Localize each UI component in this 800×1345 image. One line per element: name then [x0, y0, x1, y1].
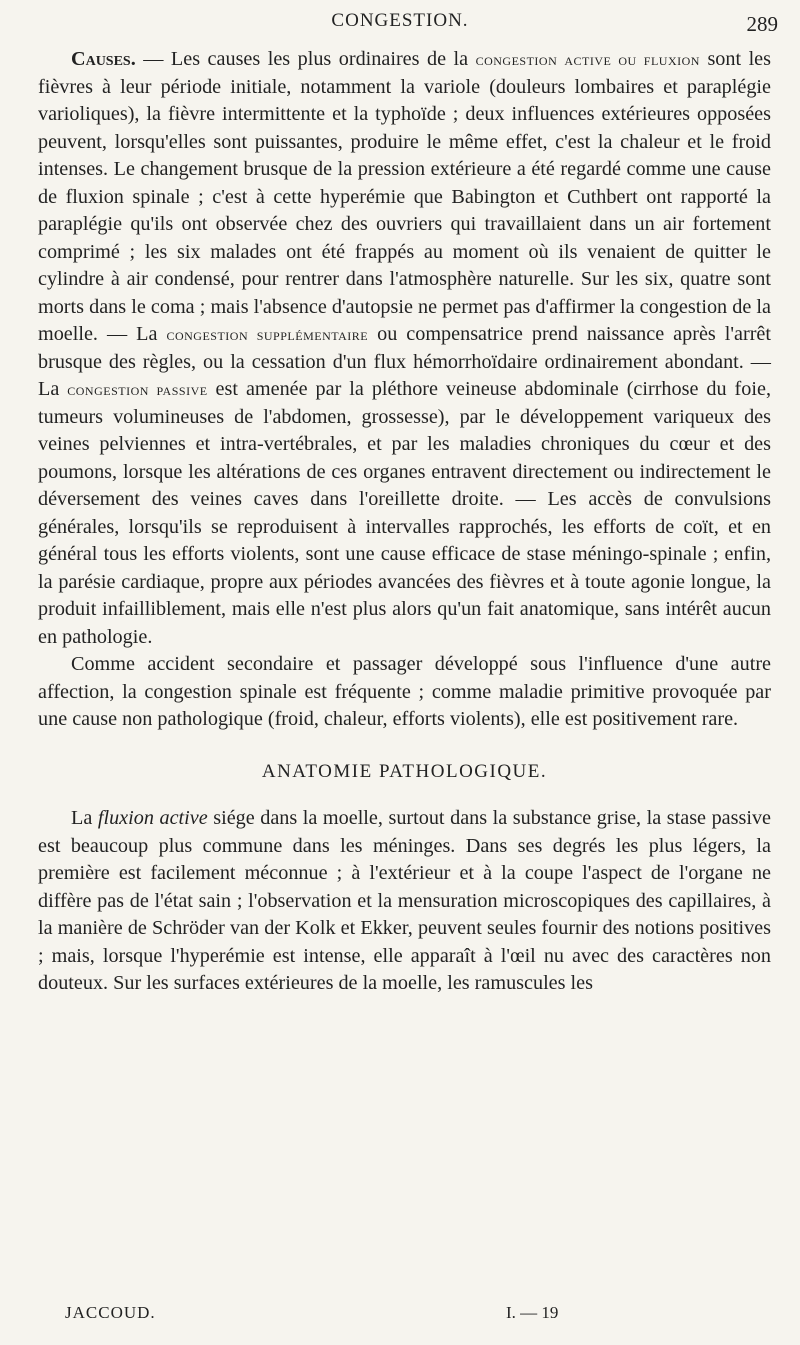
small-caps-term: congestion active ou fluxion [475, 50, 700, 69]
text-segment: est amenée par la pléthore veineuse abdominale (cirrhose du foie, tumeurs volumineuses de l'abdomen, grossesse), par le développement variqueux des veines pelviennes et intra-vertébrales, et par les maladies chroniques du cœur et des poumons, lorsque les altérations de ces organes entravent directement ou indirectement le déversement des veines caves dans l'oreillette droite. — Les accès de convulsions générales, lorsqu'ils se reproduisent à intervalles rapprochés, les efforts de coït, et en général tous les efforts violents, sont une cause efficace de stase méningo-spinale ; enfin, la parésie cardiaque, propre aux périodes avancées des fièvres et à toute agonie longue, la produit infailliblement, mais elle n'est plus alors qu'un fait anatomique, sans intérêt aucun en pathologie. [38, 378, 771, 648]
body-text [38, 46, 771, 998]
page-number: 289 [746, 12, 778, 36]
run-in-heading-causes: Causes. [71, 48, 136, 70]
page-footer [0, 1303, 800, 1327]
footer-signature: I. — 19 [506, 1303, 559, 1322]
paragraph-accident-secondaire: Comme accident secondaire et passager développé sous l'influence d'une autre affection, la congestion spinale est fréquente ; comme maladie primitive provoquée par une cause non pathologique (froid, chaleur, efforts violents), elle est positivement rare. [38, 653, 771, 730]
small-caps-term: congestion passive [67, 380, 208, 399]
paragraph-fluxion-active [38, 805, 771, 998]
text-segment: ou compensatrice prend naissance après l'arrêt brusque des règles, ou la cessation d'un flux hémorrhoïdaire ordinairement abondant. — La [38, 323, 771, 400]
small-caps-term: congestion supplémentaire [166, 325, 369, 344]
text-segment: — Les causes les plus ordinaires de la [135, 48, 476, 70]
footer-author: JACCOUD. [65, 1303, 156, 1322]
running-head [0, 10, 800, 40]
paragraph-causes [38, 46, 771, 651]
text-segment: siége dans la moelle, surtout dans la substance grise, la stase passive est beaucoup plus commune dans les méninges. Dans ses degrés les plus légers, la première est facilement méconnue ; à l'extérieur et à la coupe l'aspect de l'organe ne diffère pas de l'état sain ; l'observation et la mensuration microscopiques des capillaires, à la manière de Schröder van der Kolk et Ekker, peuvent seules fournir des notions positives ; mais, lorsque l'hyperémie est intense, elle apparaît à l'œil nu avec des caractères non douteux. Sur les surfaces extérieures de la moelle, les ramuscules les [38, 807, 771, 994]
running-title: CONGESTION. [331, 10, 469, 31]
section-heading: ANATOMIE PATHOLOGIQUE. [261, 760, 548, 782]
italic-term: fluxion active [97, 807, 208, 829]
text-segment: La [71, 807, 98, 829]
text-segment: sont les fièvres à leur période initiale, notamment la variole (douleurs lombaires et paraplégie varioliques), la fièvre intermittente et la typhoïde ; deux influences extérieures opposées peuvent, lorsqu'elles sont puissantes, produire le même effet, c'est la chaleur et le froid intenses. Le changement brusque de la pression extérieure a été regardé comme une cause de fluxion spinale ; c'est à cette hyperémie que Babington et Cuthbert ont rapporté la paraplégie qu'ils ont observée chez des ouvriers qui travaillaient dans un air fortement comprimé ; les six malades ont été frappés au moment où ils venaient de quitter le cylindre à air condensé, pour rentrer dans l'atmosphère naturelle. Sur les six, quatre sont morts dans le coma ; mais l'absence d'autopsie ne permet pas d'affirmer la congestion de la moelle. — La [38, 48, 771, 345]
